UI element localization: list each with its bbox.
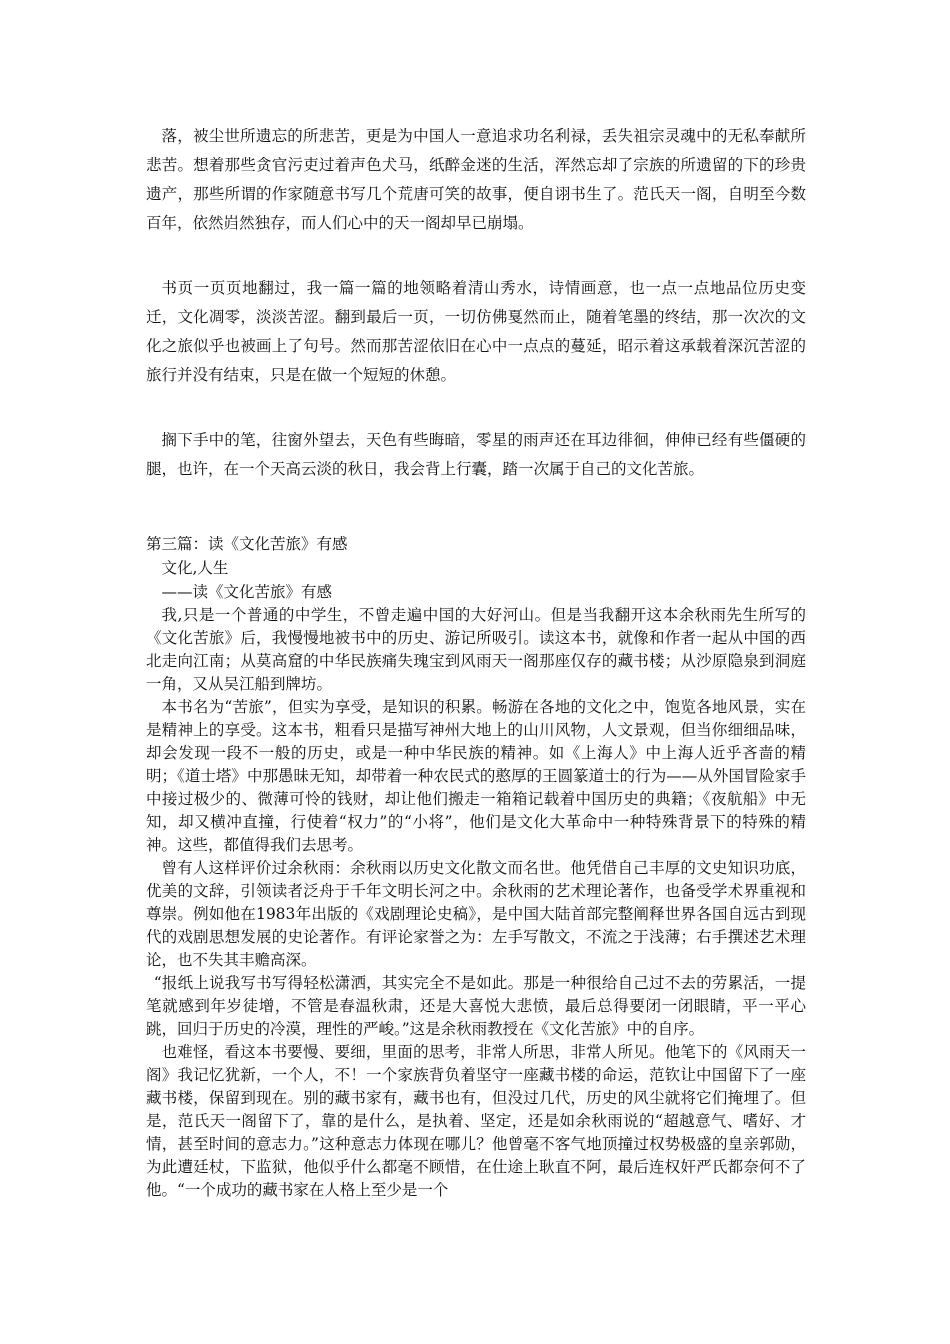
section-gap bbox=[146, 484, 806, 532]
article-paragraph-2: 本书名为“苦旅”，但实为享受，是知识的积累。畅游在各地的文化之中，饱览各地风景，实在是精神上的享受。这本书，粗看只是描写神州大地上的山川风物，人文景观，但当你细细品味，却会发现一段不一般的历史，或是一种中华民族的精神。如《上海人》中上海人近乎吝啬的精明；《道士塔》中那愚昧无知，却带着一种农民式的憨厚的王圆篆道士的行为——从外国冒险家手中接过极少的、微薄可怜的钱财，却让他们搬走一箱箱记载着中国历史的典籍；《夜航船》中无知，却又横冲直撞，行使着“权力”的“小将”，他们是文化大革命中一种特殊背景下的特殊的精神。这些，都值得我们去思考。 bbox=[146, 698, 806, 854]
article-title: 文化,人生 bbox=[161, 559, 229, 577]
article-quote-paragraph: “报纸上说我写书写得轻松潇洒，其实完全不是如此。那是一种很给自己过不去的劳累活，一提笔就感到年岁徒增，不管是春温秋肃，还是大喜悦大悲愤，最后总得要闭一闭眼睛，平一平心跳，回归于历史的冷漠，理性的严峻。”这是余秋雨教授在《文化苦旅》中的自序。 bbox=[146, 974, 806, 1038]
intro-paragraph-3: 搁下手中的笔，往窗外望去，天色有些晦暗，零星的雨声还在耳边徘徊，伸伸已经有些僵硬的腿，也许，在一个天高云淡的秋日，我会背上行囊，踏一次属于自己的文化苦旅。 bbox=[146, 431, 806, 478]
document-page bbox=[146, 122, 806, 1202]
intro-paragraph-1: 落，被尘世所遗忘的所悲苦，更是为中国人一意追求功名利禄，丢失祖宗灵魂中的无私奉献所悲苦。想着那些贪官污吏过着声色犬马，纸醉金迷的生活，浑然忘却了宗族的所遗留的下的珍贵遗产，那些所谓的作家随意书写几个荒唐可笑的故事，便自诩书生了。范氏天一阁，自明至今数百年，依然岿然独存，而人们心中的天一阁却早已崩塌。 bbox=[146, 127, 806, 232]
article-subtitle: ——读《文化苦旅》有感 bbox=[161, 583, 333, 601]
paragraph-gap bbox=[146, 390, 806, 426]
article-paragraph-last: 也难怪，看这本书要慢、要细，里面的思考，非常人所思，非常人所见。他笔下的《风雨天一阁》我记忆犹新，一个人，不！一个家族背负着坚守一座藏书楼的命运，范钦让中国留下了一座藏书楼，保留到现在。别的藏书家有，藏书也有，但没过几代，历史的风尘就将它们掩埋了。但是，范氏天一阁留下了，靠的是什么，是执着、坚定，还是如余秋雨说的“超越意气、嗜好、才情，甚至时间的意志力。”这种意志力体现在哪儿？他曾毫不客气地顶撞过权势极盛的皇亲郭勋，为此遭廷杖，下监狱，他似乎什么都毫不顾惜，在仕途上耿直不阿，最后连权奸严氏都奈何不了他。“一个成功的藏书家在人格上至少是一个 bbox=[146, 1043, 806, 1199]
section-heading: 第三篇：读《文化苦旅》有感 bbox=[146, 535, 348, 553]
intro-paragraph-2: 书页一页页地翻过，我一篇一篇的地领略着清山秀水，诗情画意，也一点一点地品位历史变迁，文化凋零，淡淡苦涩。翻到最后一页，一切仿佛戛然而止，随着笔墨的终结，那一次次的文化之旅似乎也被画上了句号。然而那苦涩依旧在心中一点点的蔓延，昭示着这承载着深沉苦涩的旅行并没有结束，只是在做一个短短的休憩。 bbox=[146, 279, 806, 384]
article-paragraph-3: 曾有人这样评价过余秋雨：余秋雨以历史文化散文而名世。他凭借自己丰厚的文史知识功底，优美的文辞，引领读者泛舟于千年文明长河之中。余秋雨的艺术理论著作，也备受学术界重视和尊崇。例如他在1983年出版的《戏剧理论史稿》，是中国大陆首部完整阐释世界各国自远古到现代的戏剧思想发展的史论著作。有评论家誉之为：左手写散文，不流之于浅薄；右手撰述艺术理论，也不失其丰赡高深。 bbox=[146, 859, 806, 969]
article-paragraph-1: 我,只是一个普通的中学生，不曾走遍中国的大好河山。但是当我翻开这本余秋雨先生所写的《文化苦旅》后，我慢慢地被书中的历史、游记所吸引。读这本书，就像和作者一起从中国的西北走向江南；从莫高窟的中华民族痛失瑰宝到风雨天一阁那座仅存的藏书楼；从沙原隐泉到洞庭一角，又从吴江船到牌坊。 bbox=[146, 606, 806, 693]
paragraph-gap bbox=[146, 238, 806, 274]
